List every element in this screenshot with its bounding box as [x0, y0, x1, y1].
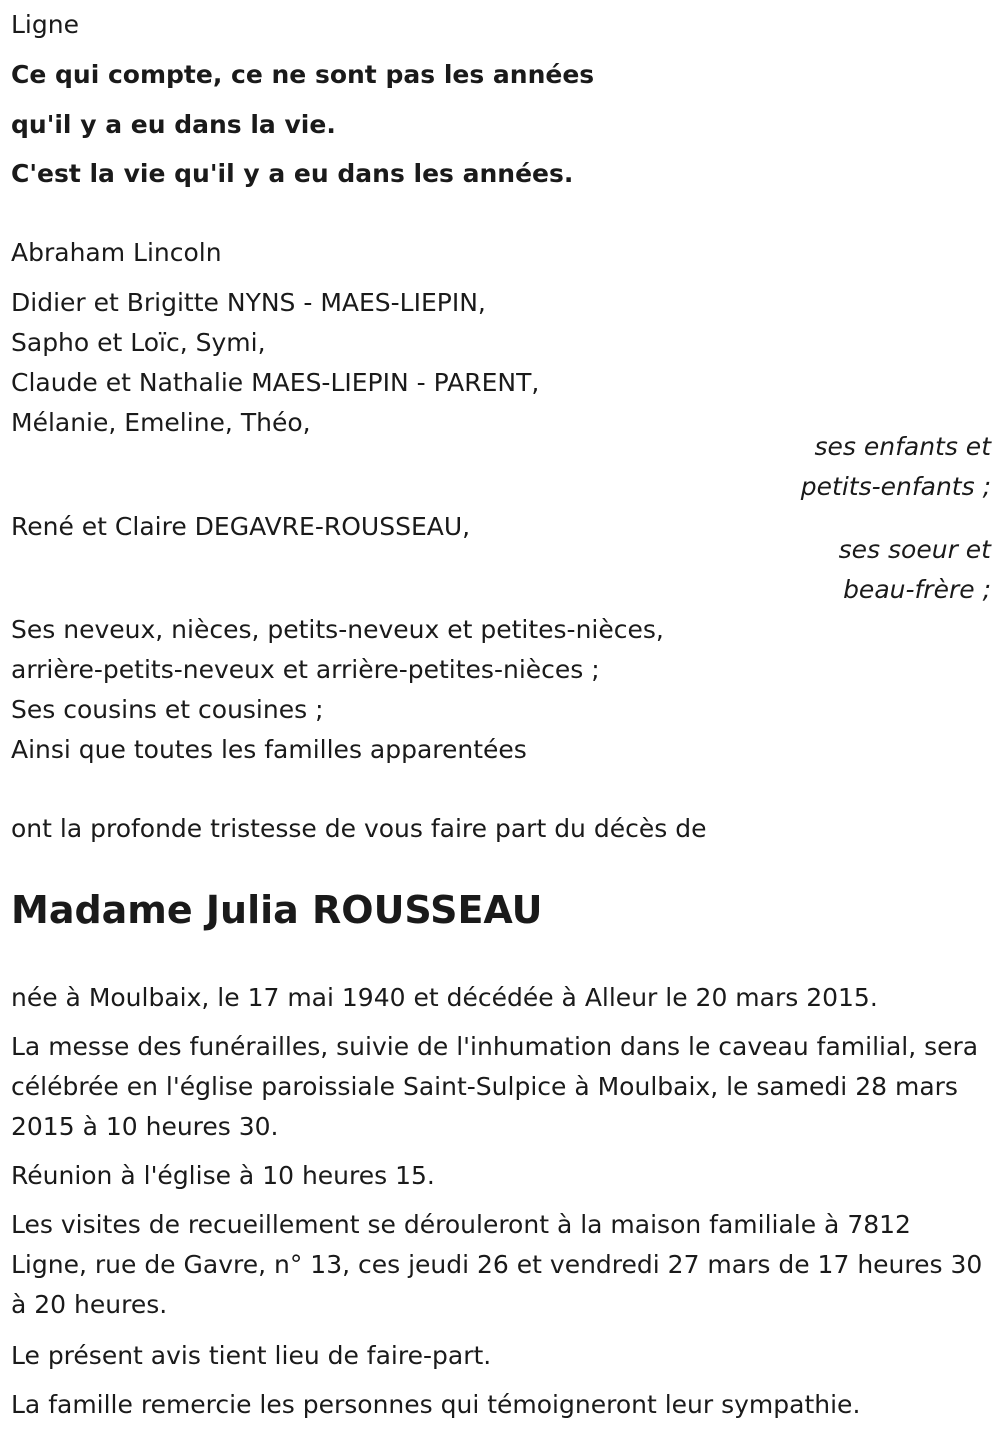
relatives-line-3: Ses cousins et cousines ; — [11, 695, 324, 724]
sibling-line: René et Claire DEGAVRE-ROUSSEAU, — [11, 512, 471, 541]
meeting-text: Réunion à l'église à 10 heures 15. — [11, 1161, 435, 1190]
children-line-3: Claude et Nathalie MAES-LIEPIN - PARENT, — [11, 368, 540, 397]
relatives-line-4: Ainsi que toutes les familles apparentées — [11, 735, 527, 764]
quote-line-3: C'est la vie qu'il y a eu dans les années. — [11, 159, 574, 188]
birth-death-text: née à Moulbaix, le 17 mai 1940 et décédée à Alleur le 20 mars 2015. — [11, 983, 878, 1012]
relatives-line-1: Ses neveux, nièces, petits-neveux et petites-nièces, — [11, 615, 664, 644]
sibling-role-line-1: ses soeur et — [838, 535, 991, 564]
children-line-2: Sapho et Loïc, Symi, — [11, 328, 266, 357]
notice-text: Le présent avis tient lieu de faire-part. — [11, 1341, 492, 1370]
funeral-text: La messe des funérailles, suivie de l'inhumation dans le caveau familial, sera célébrée en l'église paroissiale Saint-Sulpice à Moulbaix, le samedi 28 mars 2015 à 10 heures 30. — [11, 1032, 979, 1141]
place-header: Ligne — [11, 10, 79, 39]
children-role-line-1: ses enfants et — [814, 432, 991, 461]
sibling-role-line-2: beau-frère ; — [843, 575, 991, 604]
children-line-4: Mélanie, Emeline, Théo, — [11, 408, 311, 437]
deceased-name: Madame Julia ROUSSEAU — [11, 888, 543, 932]
visits-text: Les visites de recueillement se dérouleront à la maison familiale à 7812 Ligne, rue de Gavre, n° 13, ces jeudi 26 et vendredi 27 mars de 17 heures 30 à 20 heures. — [11, 1210, 983, 1319]
quote-line-1: Ce qui compte, ce ne sont pas les années — [11, 60, 595, 89]
quote-line-2: qu'il y a eu dans la vie. — [11, 110, 336, 139]
quote-author: Abraham Lincoln — [11, 238, 222, 267]
announcement-text: ont la profonde tristesse de vous faire part du décès de — [11, 814, 707, 843]
children-role-line-2: petits-enfants ; — [800, 472, 991, 501]
children-line-1: Didier et Brigitte NYNS - MAES-LIEPIN, — [11, 288, 486, 317]
thanks-text: La famille remercie les personnes qui témoigneront leur sympathie. — [11, 1390, 861, 1419]
relatives-line-2: arrière-petits-neveux et arrière-petites-nièces ; — [11, 655, 600, 684]
